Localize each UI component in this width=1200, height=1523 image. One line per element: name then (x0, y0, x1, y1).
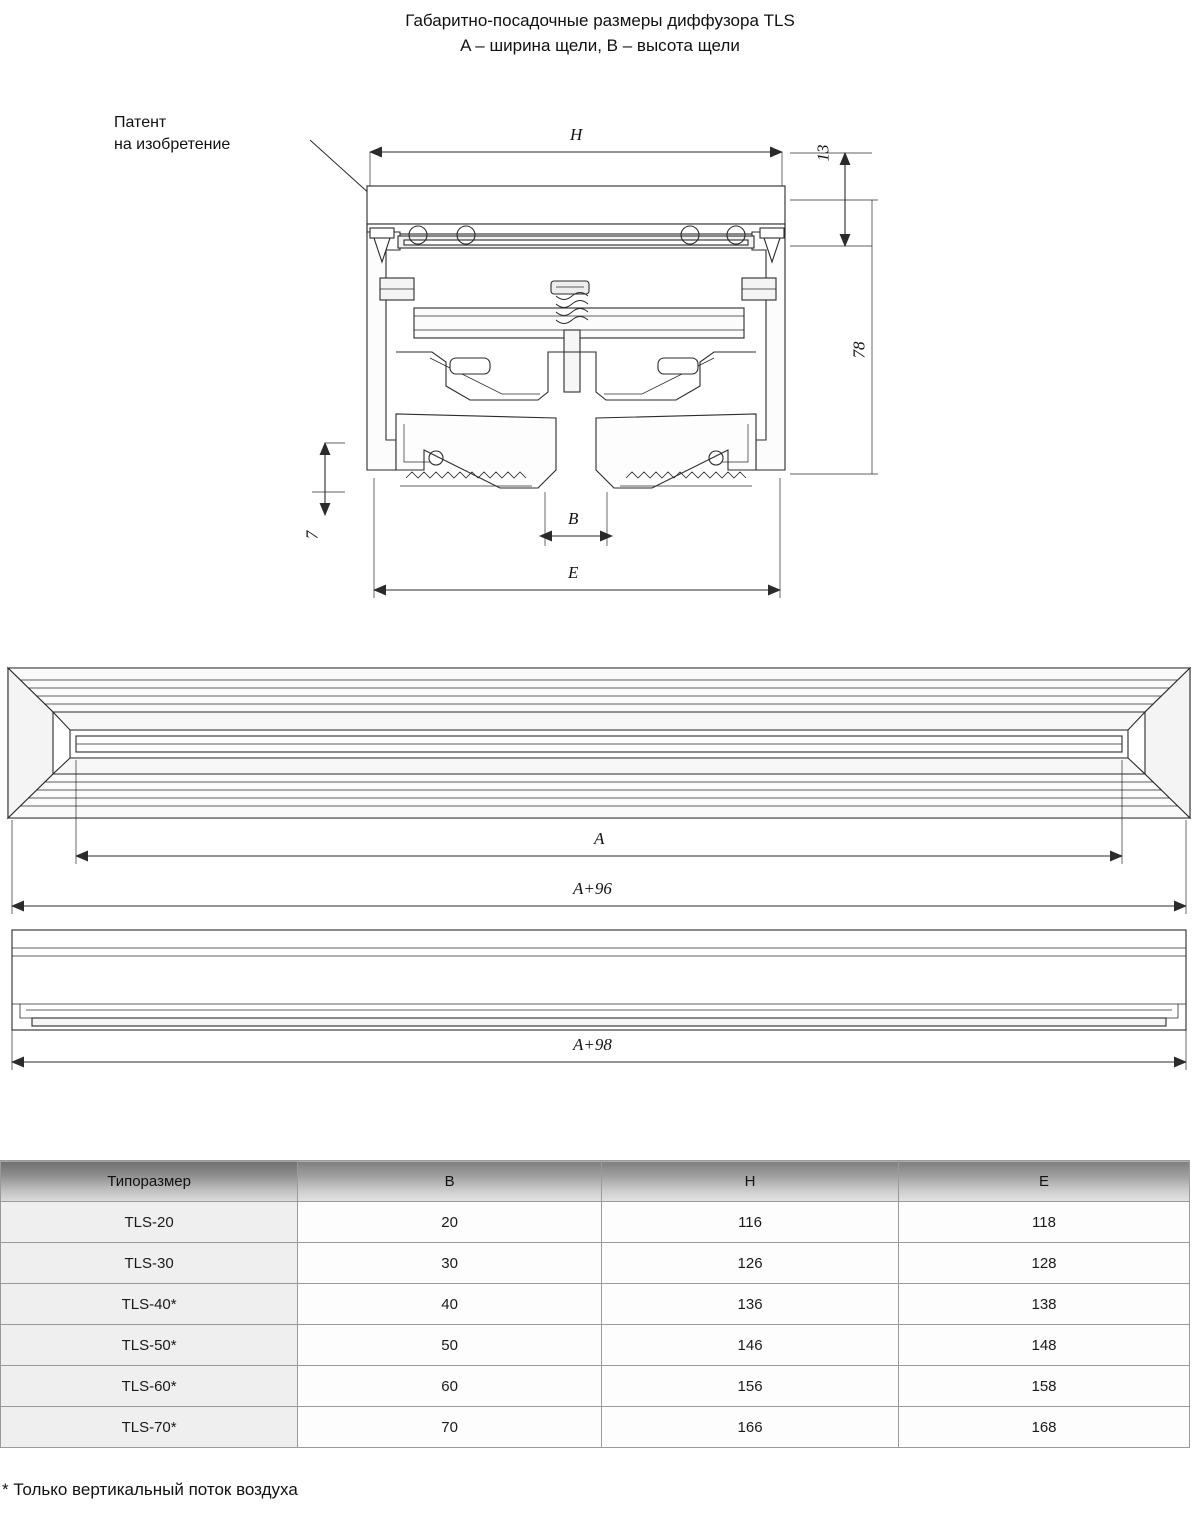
footnote: * Только вертикальный поток воздуха (2, 1480, 298, 1499)
table-cell-b: 50 (298, 1325, 602, 1366)
table-cell-e: 168 (899, 1407, 1190, 1448)
dimension-78 (790, 200, 878, 474)
specs-table-wrapper (0, 1160, 1200, 1448)
table-header-cell: B (298, 1161, 602, 1202)
table-cell-h: 116 (602, 1202, 899, 1243)
table-row (1, 1243, 1190, 1284)
table-cell-b: 40 (298, 1284, 602, 1325)
patent-leader (310, 140, 372, 196)
dimension-label-78: 78 (849, 341, 869, 359)
table-cell-e: 128 (899, 1243, 1190, 1284)
table-cell-model: TLS-70* (1, 1407, 298, 1448)
table-row (1, 1202, 1190, 1243)
dimension-7 (312, 443, 345, 515)
table-cell-b: 20 (298, 1202, 602, 1243)
table-row (1, 1407, 1190, 1448)
table-cell-b: 70 (298, 1407, 602, 1448)
table-cell-h: 156 (602, 1366, 899, 1407)
dimension-label-e: E (568, 563, 579, 582)
dimension-label-7: 7 (302, 530, 322, 540)
page-title-line2: A – ширина щели, B – высота щели (460, 36, 740, 55)
patent-annotation: Патент на изобретение (114, 114, 231, 153)
section-bottom-deflectors (396, 414, 756, 488)
dimension-label-a: A (594, 829, 605, 848)
table-cell-h: 136 (602, 1284, 899, 1325)
plan-view (12, 930, 1186, 1030)
dimension-label-13: 13 (813, 144, 833, 162)
table-row (1, 1366, 1190, 1407)
table-cell-model: TLS-50* (1, 1325, 298, 1366)
table-cell-h: 166 (602, 1407, 899, 1448)
dimension-13 (790, 153, 872, 246)
dimension-label-b: B (568, 509, 579, 528)
front-view (8, 668, 1190, 818)
table-cell-h: 146 (602, 1325, 899, 1366)
table-header-cell: E (899, 1161, 1190, 1202)
table-row (1, 1325, 1190, 1366)
section-serrated-edges (400, 472, 752, 486)
table-header-cell: H (602, 1161, 899, 1202)
dimension-label-a-plus-98: A+98 (573, 1035, 612, 1054)
table-header-row (1, 1161, 1190, 1202)
table-cell-model: TLS-30 (1, 1243, 298, 1284)
dimension-h (370, 152, 782, 186)
table-cell-model: TLS-60* (1, 1366, 298, 1407)
table-cell-model: TLS-20 (1, 1202, 298, 1243)
table-cell-model: TLS-40* (1, 1284, 298, 1325)
table-row (1, 1284, 1190, 1325)
table-cell-e: 138 (899, 1284, 1190, 1325)
dimension-label-a-plus-96: A+96 (573, 879, 612, 898)
table-cell-b: 30 (298, 1243, 602, 1284)
specs-table (0, 1160, 1190, 1448)
table-header-cell: Типоразмер (1, 1161, 298, 1202)
table-cell-h: 126 (602, 1243, 899, 1284)
table-cell-e: 158 (899, 1366, 1190, 1407)
table-cell-e: 148 (899, 1325, 1190, 1366)
dimension-label-h: H (570, 125, 583, 144)
table-cell-b: 60 (298, 1366, 602, 1407)
table-cell-e: 118 (899, 1202, 1190, 1243)
page-title-line1: Габаритно-посадочные размеры диффузора TLS (405, 11, 795, 30)
